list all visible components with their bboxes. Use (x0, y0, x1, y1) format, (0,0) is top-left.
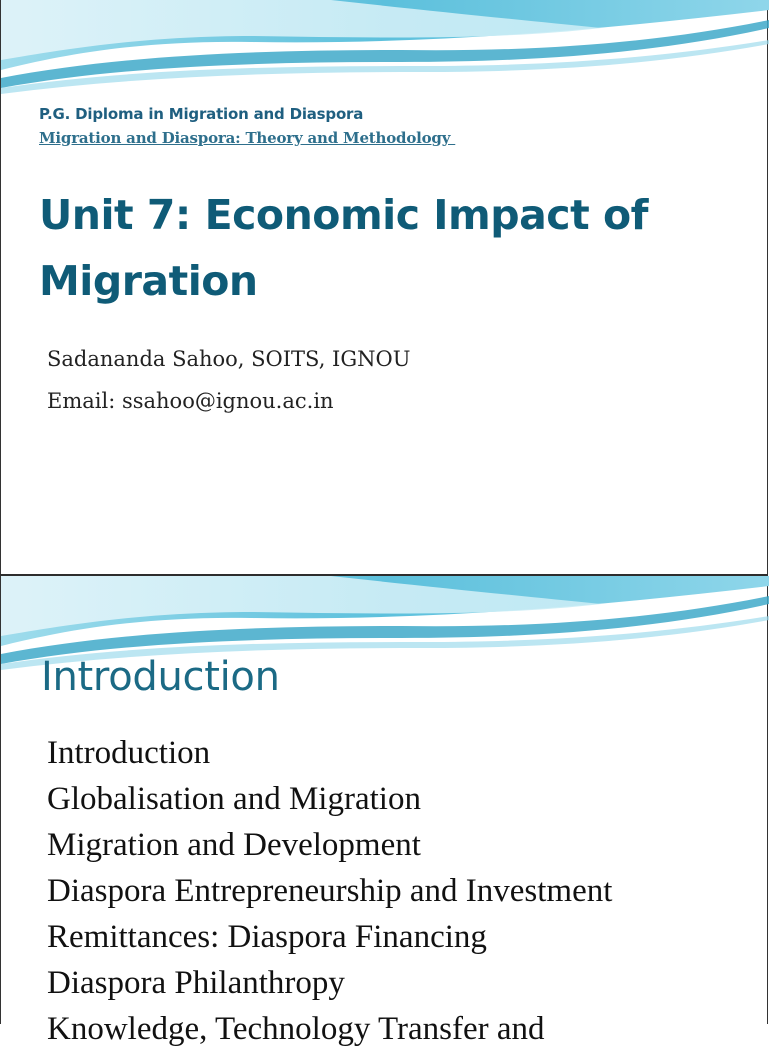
course-title: P.G. Diploma in Migration and Diaspora (39, 105, 364, 123)
author-name: Sadananda Sahoo, SOITS, IGNOU (47, 347, 411, 371)
topic-list (47, 730, 612, 1052)
introduction-slide (0, 576, 768, 1047)
list-item: Migration and Development (47, 827, 421, 863)
list-item: Remittances: Diaspora Financing (47, 919, 487, 955)
author-email: Email: ssahoo@ignou.ac.in (47, 389, 334, 413)
list-item: Introduction (47, 735, 211, 771)
list-item: Knowledge, Technology Transfer and (47, 1011, 545, 1047)
list-item: Globalisation and Migration (47, 781, 421, 817)
unit-title: Unit 7: Economic Impact of Migration (39, 191, 648, 305)
list-item: Diaspora Philanthropy (47, 965, 345, 1001)
header-wave-decoration (1, 0, 769, 100)
slide-heading: Introduction (41, 654, 280, 700)
list-item: Diaspora Entrepreneurship and Investment (47, 873, 613, 909)
course-subtitle-link[interactable]: Migration and Diaspora: Theory and Methodology (39, 129, 456, 147)
